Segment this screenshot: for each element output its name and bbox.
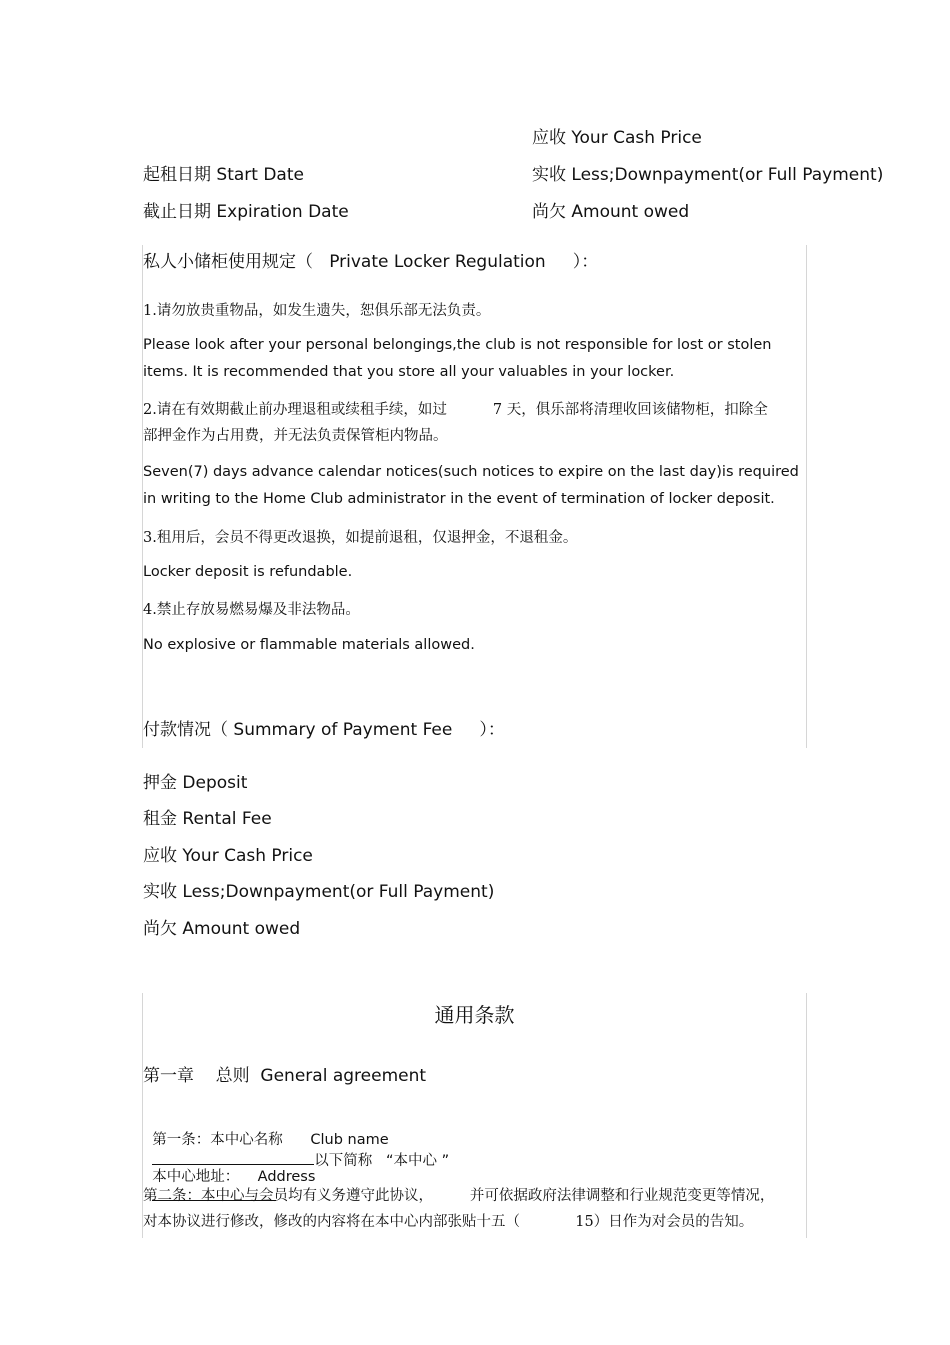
top-amount-owed: 尚欠 Amount owed bbox=[532, 202, 690, 222]
article-2-line-1: 第二条：本中心与会员均有义务遵守此协议， 并可依据政府法律调整和行业规范变更等情况， bbox=[143, 1188, 775, 1204]
article-1-suffix: 以下简称 “本中心 ” bbox=[314, 1153, 450, 1169]
top-less-downpayment: 实收 Less;Downpayment(or Full Payment) bbox=[532, 165, 884, 185]
article-1-prefix: 第一条：本中心名称 Club name bbox=[152, 1132, 389, 1148]
rule-1-en-line-1: Please look after your personal belongings,the club is not responsible for lost or stolen bbox=[143, 337, 772, 353]
payment-cash-price: 应收 Your Cash Price bbox=[143, 846, 313, 866]
payment-amount-owed: 尚欠 Amount owed bbox=[143, 919, 301, 939]
terms-section-right-border bbox=[806, 993, 807, 1238]
start-date-label: 起租日期 Start Date bbox=[143, 165, 304, 185]
rule-3-zh: 3.租用后，会员不得更改退换，如提前退租，仅退押金，不退租金。 bbox=[143, 530, 578, 546]
payment-less-downpayment: 实收 Less;Downpayment(or Full Payment) bbox=[143, 882, 495, 902]
locker-regulation-heading: 私人小储柜使用规定（ Private Locker Regulation ）： bbox=[143, 252, 599, 272]
locker-section-right-border bbox=[806, 245, 807, 748]
rule-1-zh: 1.请勿放贵重物品，如发生遗失，恕俱乐部无法负责。 bbox=[143, 303, 491, 319]
rule-1-en-line-2: items. It is recommended that you store all your valuables in your locker. bbox=[143, 364, 675, 380]
rule-2-zh-line-2: 部押金作为占用费，并无法负责保管柜内物品。 bbox=[143, 428, 448, 444]
rule-4-en: No explosive or flammable materials allowed. bbox=[143, 637, 475, 653]
top-cash-price: 应收 Your Cash Price bbox=[532, 128, 702, 148]
rule-4-zh: 4.禁止存放易燃易爆及非法物品。 bbox=[143, 602, 360, 618]
rule-2-zh-line-1: 2.请在有效期截止前办理退租或续租手续，如过 7 天，俱乐部将清理收回该储物柜，扣除全 bbox=[143, 402, 768, 418]
expiration-date-label: 截止日期 Expiration Date bbox=[143, 202, 349, 222]
chapter-1-heading: 第一章 总则 General agreement bbox=[143, 1066, 427, 1086]
payment-deposit: 押金 Deposit bbox=[143, 773, 248, 793]
article-2-line-2: 对本协议进行修改，修改的内容将在本中心内部张贴十五（ 15）日作为对会员的告知。 bbox=[143, 1214, 754, 1230]
address-label: 本中心地址： Address bbox=[152, 1169, 316, 1185]
payment-rental-fee: 租金 Rental Fee bbox=[143, 809, 272, 829]
rule-2-en-line-1: Seven(7) days advance calendar notices(such notices to expire on the last day)is required bbox=[143, 464, 799, 480]
general-terms-title: 通用条款 bbox=[434, 1003, 515, 1027]
rule-3-en: Locker deposit is refundable. bbox=[143, 564, 353, 580]
payment-summary-heading: 付款情况（ Summary of Payment Fee ）： bbox=[143, 720, 505, 740]
rule-2-en-line-2: in writing to the Home Club administrator in the event of termination of locker deposit. bbox=[143, 491, 775, 507]
